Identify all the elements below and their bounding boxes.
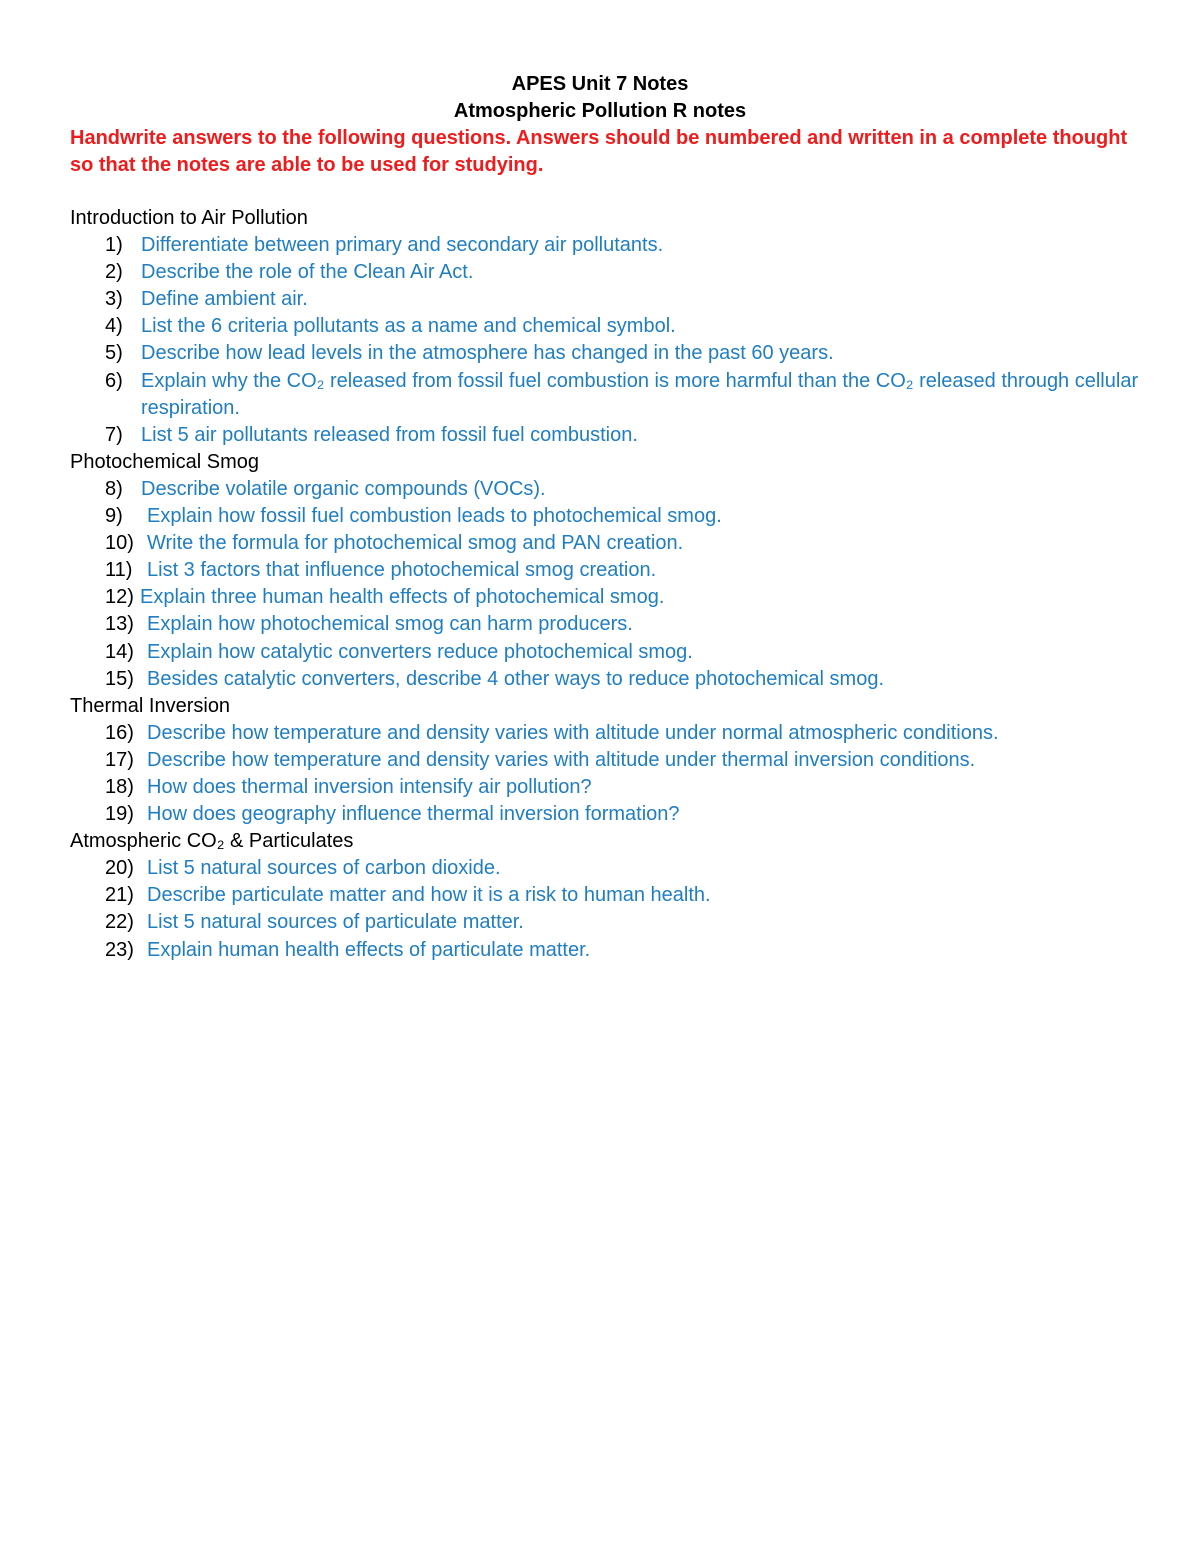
question-text: Explain why the CO₂ released from fossil fuel combustion is more harmful than the CO₂ released through cellular respiration.: [141, 369, 1139, 419]
question-text: List 3 factors that influence photochemical smog creation.: [147, 559, 657, 582]
question-item: [70, 476, 1150, 503]
question-number: 7): [105, 423, 123, 446]
section-heading-photochemical-smog: Photochemical Smog: [70, 450, 259, 473]
question-item: [70, 232, 1150, 259]
question-item: [70, 340, 1150, 367]
question-text: Besides catalytic converters, describe 4 other ways to reduce photochemical smog.: [147, 667, 885, 690]
question-item: [70, 937, 1150, 964]
question-number: 16): [105, 721, 134, 744]
question-text: Differentiate between primary and secondary air pollutants.: [141, 234, 664, 257]
section-heading-atmospheric-co2: Atmospheric CO₂ & Particulates: [70, 830, 354, 853]
question-list: [70, 205, 1150, 964]
question-item: [70, 909, 1150, 936]
question-text: List 5 natural sources of carbon dioxide.: [147, 857, 501, 880]
question-item: [70, 882, 1150, 909]
question-item: [70, 584, 1150, 611]
question-item: [70, 313, 1150, 340]
question-text: Explain three human health effects of photochemical smog.: [140, 586, 665, 609]
question-number: 18): [105, 775, 134, 798]
question-item: [70, 368, 1141, 422]
question-number: 11): [105, 559, 133, 582]
question-number: 9): [105, 505, 123, 528]
question-number: 17): [105, 748, 134, 771]
page-subtitle: Atmospheric Pollution R notes: [453, 100, 747, 122]
question-text: How does thermal inversion intensify air pollution?: [147, 775, 592, 798]
question-number: 23): [105, 938, 134, 961]
question-number: 6): [105, 369, 123, 392]
question-item: [70, 422, 1150, 449]
question-number: 19): [105, 803, 134, 826]
question-item: [70, 747, 1150, 774]
question-text: Explain how photochemical smog can harm producers.: [147, 613, 633, 636]
question-item: [70, 259, 1150, 286]
question-number: 20): [105, 857, 134, 880]
question-item: [70, 855, 1150, 882]
section-heading-introduction: Introduction to Air Pollution: [70, 207, 308, 229]
question-item: [70, 774, 1150, 801]
section-heading-thermal-inversion: Thermal Inversion: [70, 694, 231, 717]
question-number: 22): [105, 911, 134, 934]
question-number: 4): [105, 315, 123, 338]
question-text: List the 6 criteria pollutants as a name and chemical symbol.: [141, 315, 676, 338]
question-text: Describe the role of the Clean Air Act.: [141, 261, 474, 284]
question-number: 1): [105, 234, 123, 257]
question-text: Describe particulate matter and how it is a risk to human health.: [147, 884, 711, 907]
question-text: Explain how fossil fuel combustion leads to photochemical smog.: [147, 505, 722, 528]
question-item: [70, 801, 1150, 828]
question-number: 14): [105, 640, 134, 663]
question-item: [70, 286, 1150, 313]
question-number: 13): [105, 613, 134, 636]
question-text: Define ambient air.: [141, 288, 308, 311]
question-item: [70, 611, 1150, 638]
question-number: 3): [105, 288, 123, 311]
question-text: Describe volatile organic compounds (VOCs).: [141, 477, 546, 500]
question-text: Describe how temperature and density varies with altitude under normal atmospheric conditions.: [147, 721, 999, 744]
question-text: Write the formula for photochemical smog and PAN creation.: [147, 532, 684, 555]
question-text: Describe how lead levels in the atmosphere has changed in the past 60 years.: [141, 342, 834, 365]
question-number: 5): [105, 342, 123, 365]
page-title: APES Unit 7 Notes: [511, 73, 689, 95]
question-number: 8): [105, 477, 123, 500]
question-number: 12): [105, 586, 134, 609]
question-item: [70, 639, 1150, 666]
question-item: [70, 557, 1150, 584]
question-item: [70, 503, 1150, 530]
question-item: [70, 530, 1150, 557]
question-item: [70, 666, 1150, 693]
question-number: 2): [105, 261, 123, 284]
question-text: Explain how catalytic converters reduce photochemical smog.: [147, 640, 693, 663]
question-number: 15): [105, 667, 134, 690]
question-item: [70, 720, 1127, 747]
question-text: How does geography influence thermal inversion formation?: [147, 803, 680, 826]
question-number: 21): [105, 884, 134, 907]
question-text: List 5 air pollutants released from fossil fuel combustion.: [141, 423, 638, 446]
question-text: Describe how temperature and density varies with altitude under thermal inversion conditions.: [147, 748, 976, 771]
question-text: List 5 natural sources of particulate matter.: [147, 911, 524, 934]
instructions: Handwrite answers to the following questions. Answers should be numbered and written in a complete thought so that the notes are able to be used for studying.: [70, 127, 1128, 176]
question-number: 10): [105, 532, 134, 555]
question-text: Explain human health effects of particulate matter.: [147, 938, 591, 961]
